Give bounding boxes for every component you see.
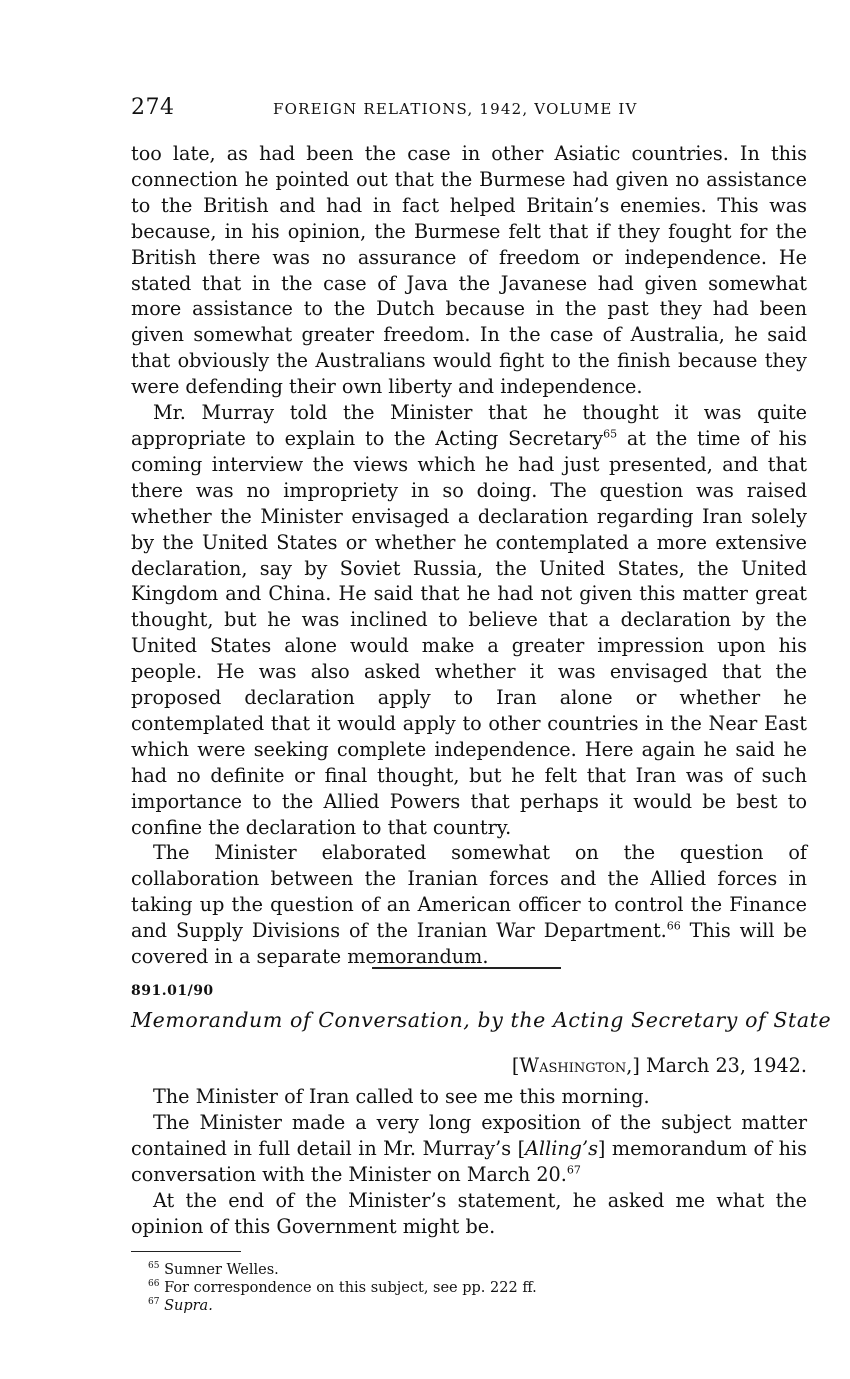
memo-paragraph-2-text-a: The Minister made a very long exposition of the subject matter contained in full detail in Mr. Murray’s: [131, 1110, 807, 1160]
paragraph-collaboration-text-a: The Minister elaborated somewhat on the question of collaboration between the Iranian forces and the Allied forces in taking up the question of an American officer to control the Finance and Supply Divisions of the Iranian War Department.: [131, 841, 807, 943]
footnote-ref-67: 67: [566, 1163, 581, 1177]
body-text-upper: [131, 141, 807, 970]
footnote-text: Supra.: [164, 1298, 213, 1314]
dateline-place: Washington: [519, 1054, 627, 1077]
footnote-65: [148, 1261, 537, 1279]
footnotes: [148, 1261, 537, 1315]
body-text-memo: [131, 1084, 807, 1239]
memo-paragraph-2: [131, 1110, 807, 1188]
memo-bracket-close: ]: [597, 1136, 606, 1160]
paragraph-continuation: too late, as had been the case in other Asiatic countries. In this connection he pointed out that the Burmese had given no assistance to the British and had in fact helped Britain’s enemies. This was because, in his opinion, the Burmese felt that if they fought for the British there was no assurance of freedom or independence. He stated that in the case of Java the Javanese had given somewhat more assistance to the Dutch because in the past they had been given somewhat greater freedom. In the case of Australia, he said that obviously the Australians would fight to the finish because they were defending their own liberty and independence.: [131, 142, 807, 399]
running-head: [131, 95, 807, 125]
memo-title: Memorandum of Conversation, by the Acting Secretary of State: [131, 1008, 832, 1032]
section-divider: [372, 967, 561, 969]
paragraph-murray-text-a: Mr. Murray told the Minister that he thought it was quite appropriate to explain to the Acting Secretary: [131, 401, 807, 450]
dateline-open: [: [511, 1054, 520, 1077]
footnote-text: For correspondence on this subject, see pp. 222 ff.: [164, 1280, 537, 1296]
footnote-mark: 67: [148, 1297, 160, 1308]
dateline: [512, 1054, 807, 1077]
file-number: 891.01/90: [131, 983, 214, 999]
running-title: FOREIGN RELATIONS, 1942, VOLUME IV: [273, 100, 638, 118]
page-number: 274: [131, 95, 175, 120]
memo-bracket-open: [: [517, 1136, 526, 1160]
footnote-mark: 66: [148, 1279, 160, 1290]
paragraph-murray: [131, 400, 807, 840]
memo-paragraph-1: The Minister of Iran called to see me this morning.: [153, 1085, 650, 1108]
footnote-67: [148, 1297, 537, 1315]
paragraph-collaboration-text-b: This will be covered in a separate memorandum.: [131, 919, 807, 969]
footnote-mark: 65: [148, 1261, 160, 1272]
paragraph-murray-text-b: at the time of his coming interview the views which he had just presented, and that there was no impropriety in so doing. The question was raised whether the Minister envisaged a declaration regarding Iran solely by the United States or whether he contemplated a more extensive declaration, say by Soviet Russia, the United States, the United Kingdom and China. He said that he had not given this matter great thought, but he was inclined to believe that a declaration by the United States alone would make a greater impression upon his people. He was also asked whether it was envisaged that the proposed declaration apply to Iran alone or whether he contemplated that it would apply to other countries in the Near East which were seeking complete independence. Here again he said he had no definite or final thought, but he felt that Iran was of such importance to the Allied Powers that perhaps it would be best to confine the declaration to that country.: [131, 426, 807, 839]
memo-paragraph-3: At the end of the Minister’s statement, he asked me what the opinion of this Government might be.: [131, 1188, 807, 1238]
memo-paragraph-2-text-b: memorandum of his conversation with the Minister on March 20.: [131, 1136, 807, 1186]
footnote-ref-65: 65: [603, 427, 618, 441]
footnote-66: [148, 1279, 537, 1297]
footnote-ref-66: 66: [666, 919, 681, 933]
memo-alling-name: Alling’s: [525, 1136, 598, 1160]
paragraph-collaboration: [131, 840, 807, 970]
dateline-date: ,] March 23, 1942.: [626, 1054, 807, 1077]
footnote-divider: [131, 1251, 241, 1252]
footnote-text: Sumner Welles.: [164, 1262, 279, 1278]
